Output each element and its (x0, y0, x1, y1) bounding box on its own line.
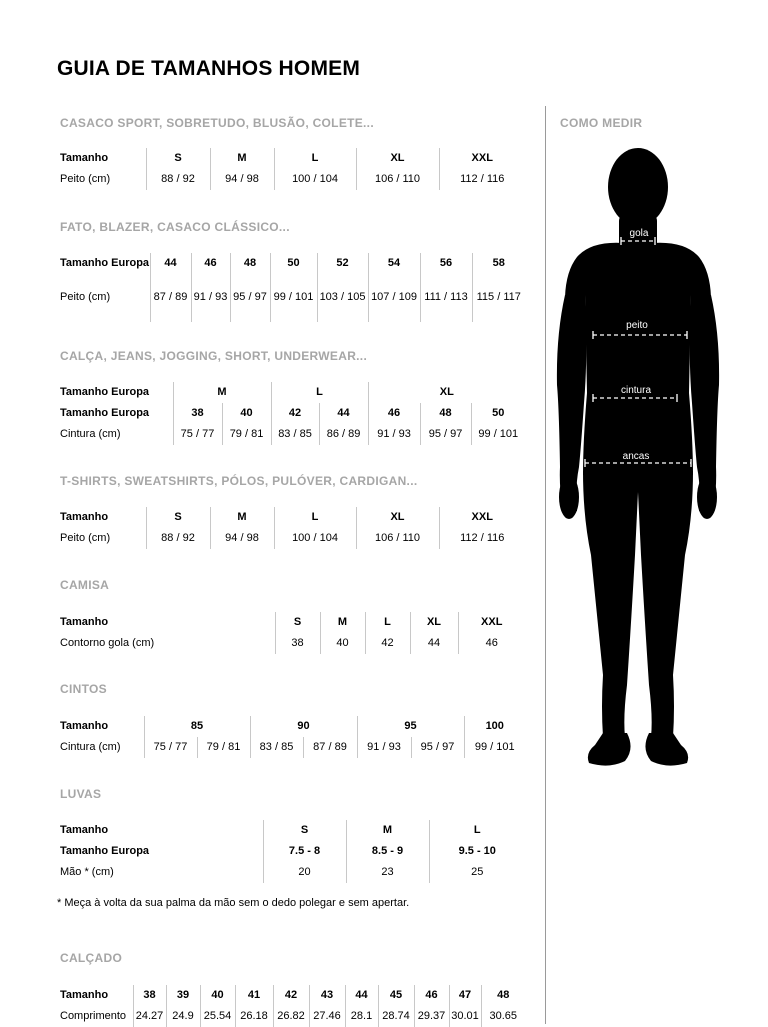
size-cell: S (146, 148, 210, 169)
value-cell: 95 / 97 (230, 290, 270, 322)
value-cell: 99 / 101 (270, 290, 317, 322)
value-cell: 91 / 93 (191, 290, 230, 322)
size-cell: 95 (357, 716, 464, 737)
value-cell: 91 / 93 (357, 737, 411, 758)
table-row (60, 507, 525, 528)
table-row (60, 424, 525, 445)
size-cell: 41 (235, 985, 273, 1006)
size-cell: 40 (222, 403, 271, 424)
size-cell: 47 (449, 985, 481, 1006)
section-heading-tshirts: T-SHIRTS, SWEATSHIRTS, PÓLOS, PULÓVER, CARDIGAN... (60, 474, 418, 488)
value-cell: 91 / 93 (368, 424, 420, 445)
size-cell: 56 (420, 253, 472, 290)
row-label: Tamanho (60, 720, 109, 732)
size-cell: 7.5 - 8 (263, 841, 346, 862)
value-cell: 99 / 101 (471, 424, 525, 445)
table-row (60, 862, 525, 883)
size-cell: XL (356, 507, 439, 528)
value-cell: 29.37 (414, 1006, 449, 1027)
value-cell: 75 / 77 (173, 424, 222, 445)
row-label: Tamanho Europa (60, 845, 150, 857)
value-cell: 112 / 116 (439, 169, 525, 190)
size-cell: 44 (150, 253, 191, 290)
section-heading-luvas: LUVAS (60, 787, 102, 801)
size-cell: 44 (319, 403, 368, 424)
value-cell: 100 / 104 (274, 169, 356, 190)
size-cell: 38 (173, 403, 222, 424)
table-fato (60, 253, 525, 322)
table-calca (60, 382, 525, 445)
value-cell: 27.46 (309, 1006, 345, 1027)
group-cell: XL (368, 382, 525, 403)
table-row (60, 403, 525, 424)
chest-label: peito (626, 320, 648, 331)
value-cell: 24.27 (133, 1006, 166, 1027)
size-cell: 58 (472, 253, 525, 290)
size-cell: 42 (271, 403, 319, 424)
table-luvas (60, 820, 525, 883)
row-label: Tamanho Europa (60, 407, 150, 419)
size-cell: XXL (439, 148, 525, 169)
table-camisa (60, 612, 525, 654)
value-cell: 88 / 92 (146, 169, 210, 190)
value-cell: 94 / 98 (210, 169, 274, 190)
value-cell: 26.18 (235, 1006, 273, 1027)
gloves-note: * Meça à volta da sua palma da mão sem o dedo polegar e sem apertar. (57, 897, 410, 909)
table-row (60, 737, 525, 758)
size-cell: M (320, 612, 365, 633)
value-cell: 75 / 77 (144, 737, 197, 758)
value-cell: 106 / 110 (356, 169, 439, 190)
size-cell: 38 (133, 985, 166, 1006)
value-cell: 24.9 (166, 1006, 200, 1027)
section-heading-calca: CALÇA, JEANS, JOGGING, SHORT, UNDERWEAR... (60, 349, 368, 363)
table-row (60, 528, 525, 549)
value-cell: 30.01 (449, 1006, 481, 1027)
row-label: Mão * (cm) (60, 866, 114, 878)
size-cell: 52 (317, 253, 368, 290)
table-row (60, 253, 525, 290)
section-heading-calcado: CALÇADO (60, 951, 123, 965)
value-cell: 25.54 (200, 1006, 235, 1027)
size-cell: 46 (368, 403, 420, 424)
size-cell: L (365, 612, 410, 633)
value-cell: 42 (365, 633, 410, 654)
measure-heading: COMO MEDIR (560, 116, 643, 130)
size-cell: 42 (273, 985, 309, 1006)
value-cell: 111 / 113 (420, 290, 472, 322)
table-row (60, 148, 525, 169)
size-cell: 43 (309, 985, 345, 1006)
value-cell: 95 / 97 (420, 424, 471, 445)
value-cell: 28.1 (345, 1006, 378, 1027)
value-cell: 79 / 81 (222, 424, 271, 445)
size-cell: 48 (420, 403, 471, 424)
waist-label: cintura (620, 385, 652, 396)
row-label: Tamanho (60, 989, 109, 1001)
value-cell: 83 / 85 (250, 737, 303, 758)
row-label: Tamanho Europa (60, 386, 150, 398)
value-cell: 83 / 85 (271, 424, 319, 445)
row-label: Cintura (cm) (60, 741, 121, 753)
size-cell: S (275, 612, 320, 633)
size-cell: 48 (481, 985, 525, 1006)
size-cell: 90 (250, 716, 357, 737)
row-label: Tamanho (60, 511, 109, 523)
value-cell: 94 / 98 (210, 528, 274, 549)
value-cell: 88 / 92 (146, 528, 210, 549)
table-row (60, 382, 525, 403)
size-cell: XXL (439, 507, 525, 528)
row-label: Contorno gola (cm) (60, 637, 155, 649)
size-cell: S (263, 820, 346, 841)
size-cell: L (274, 148, 356, 169)
size-cell: XL (356, 148, 439, 169)
table-casaco (60, 148, 525, 190)
table-row (60, 716, 525, 737)
value-cell: 30.65 (481, 1006, 525, 1027)
value-cell: 25 (429, 862, 525, 883)
value-cell: 106 / 110 (356, 528, 439, 549)
value-cell: 99 / 101 (464, 737, 525, 758)
size-cell: XL (410, 612, 458, 633)
size-cell: 44 (345, 985, 378, 1006)
size-cell: 45 (378, 985, 414, 1006)
value-cell: 112 / 116 (439, 528, 525, 549)
value-cell: 23 (346, 862, 429, 883)
size-cell: 54 (368, 253, 420, 290)
size-cell: 8.5 - 9 (346, 841, 429, 862)
table-row (60, 841, 525, 862)
body-silhouette (553, 145, 723, 770)
table-row (60, 290, 525, 322)
section-heading-casaco: CASACO SPORT, SOBRETUDO, BLUSÃO, COLETE... (60, 116, 374, 130)
section-heading-camisa: CAMISA (60, 578, 110, 592)
row-label: Tamanho Europa (60, 257, 150, 269)
size-cell: L (274, 507, 356, 528)
value-cell: 107 / 109 (368, 290, 420, 322)
table-cintos (60, 716, 525, 758)
value-cell: 46 (458, 633, 525, 654)
hips-label: ancas (622, 451, 650, 462)
size-cell: M (346, 820, 429, 841)
table-row (60, 633, 525, 654)
collar-label: gola (629, 228, 649, 239)
column-divider (545, 106, 546, 1024)
section-heading-cintos: CINTOS (60, 682, 107, 696)
value-cell: 95 / 97 (411, 737, 464, 758)
value-cell: 100 / 104 (274, 528, 356, 549)
value-cell: 28.74 (378, 1006, 414, 1027)
table-row (60, 985, 525, 1006)
value-cell: 115 / 117 (472, 290, 525, 322)
table-row (60, 820, 525, 841)
size-cell: 85 (144, 716, 250, 737)
value-cell: 40 (320, 633, 365, 654)
group-cell: M (173, 382, 271, 403)
value-cell: 44 (410, 633, 458, 654)
value-cell: 87 / 89 (303, 737, 357, 758)
value-cell: 103 / 105 (317, 290, 368, 322)
table-tshirts (60, 507, 525, 549)
value-cell: 79 / 81 (197, 737, 250, 758)
table-calcado (60, 985, 525, 1027)
value-cell: 87 / 89 (150, 290, 191, 322)
row-label: Peito (cm) (60, 173, 111, 185)
value-cell: 20 (263, 862, 346, 883)
table-row (60, 612, 525, 633)
row-label: Tamanho (60, 616, 109, 628)
size-cell: 100 (464, 716, 525, 737)
size-cell: M (210, 148, 274, 169)
size-cell: 50 (270, 253, 317, 290)
size-cell: XXL (458, 612, 525, 633)
value-cell: 26.82 (273, 1006, 309, 1027)
size-cell: 46 (414, 985, 449, 1006)
size-cell: 39 (166, 985, 200, 1006)
row-label: Peito (cm) (60, 532, 111, 544)
size-cell: 50 (471, 403, 525, 424)
size-cell: S (146, 507, 210, 528)
value-cell: 86 / 89 (319, 424, 368, 445)
row-label: Cintura (cm) (60, 428, 121, 440)
row-label: Comprimento (60, 1010, 127, 1022)
value-cell: 38 (275, 633, 320, 654)
row-label: Tamanho (60, 824, 109, 836)
row-label: Peito (cm) (60, 291, 111, 303)
size-cell: 46 (191, 253, 230, 290)
table-row (60, 169, 525, 190)
row-label: Tamanho (60, 152, 109, 164)
size-cell: 40 (200, 985, 235, 1006)
size-cell: M (210, 507, 274, 528)
size-cell: 9.5 - 10 (429, 841, 525, 862)
group-cell: L (271, 382, 368, 403)
section-heading-fato: FATO, BLAZER, CASACO CLÁSSICO... (60, 220, 290, 234)
size-cell: L (429, 820, 525, 841)
page-title: GUIA DE TAMANHOS HOMEM (57, 57, 361, 80)
size-cell: 48 (230, 253, 270, 290)
